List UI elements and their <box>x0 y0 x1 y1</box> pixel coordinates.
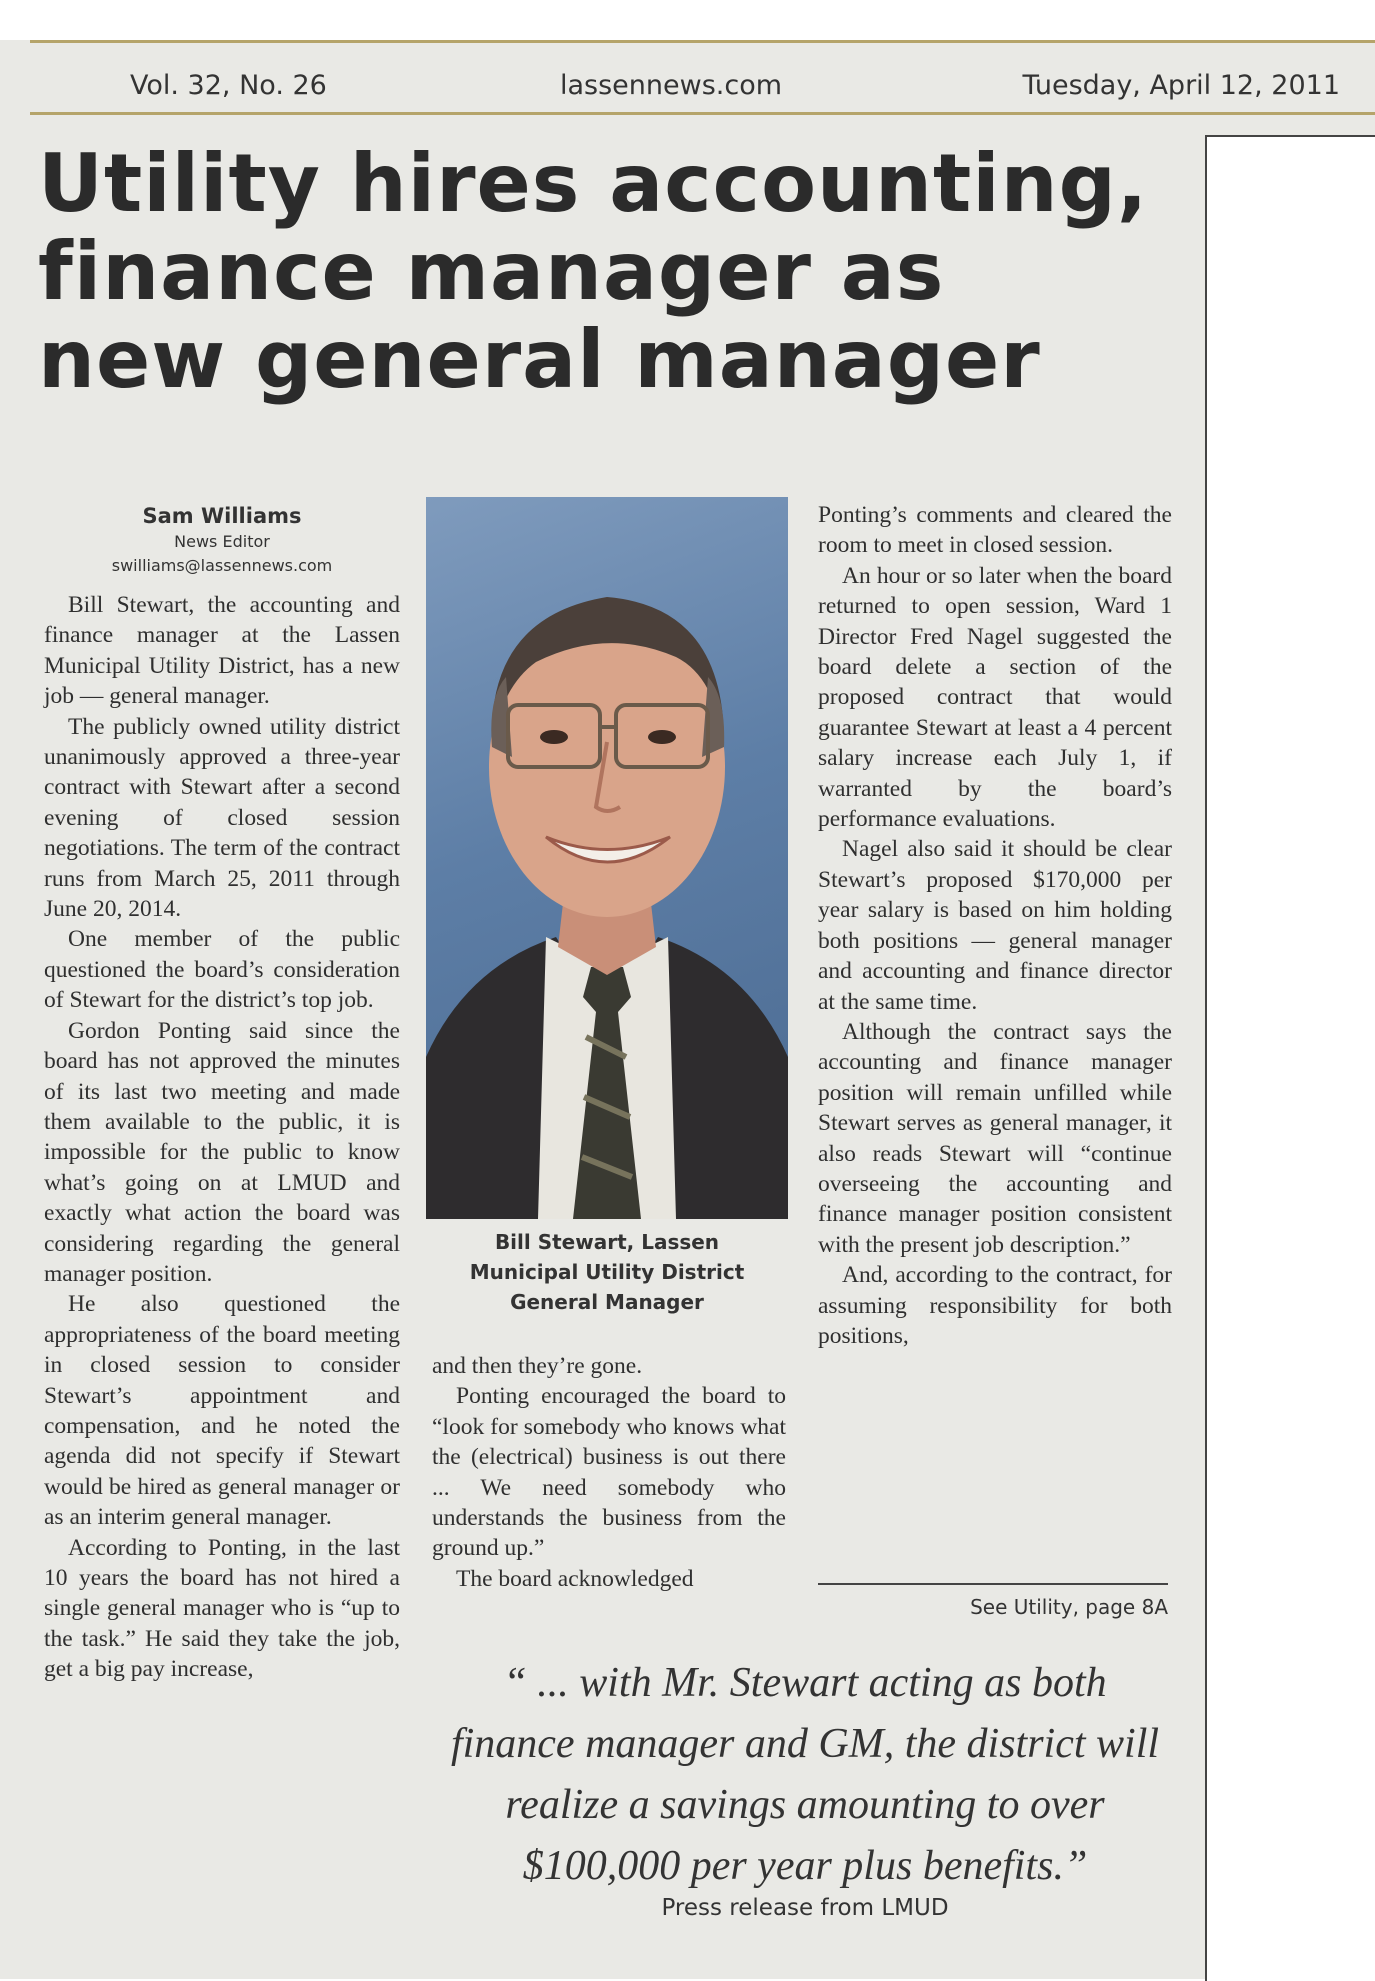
paragraph: He also questioned the appropriateness of the board meeting in closed session to consider Stewart’s appointment and compensation, and he noted the agenda did not specify if Stewart would be hired as general manager or as an interim general manager. <box>44 1291 400 1531</box>
paragraph: One member of the public questioned the board’s consideration of Stewart for the district’s top job. <box>44 926 400 1014</box>
jump-line: See Utility, page 8A <box>970 1595 1168 1619</box>
author-name: Sam Williams <box>142 504 302 528</box>
website: lassennews.com <box>560 70 783 101</box>
volume-number: Vol. 32, No. 26 <box>130 70 327 101</box>
headline-line: finance manager as <box>38 225 945 318</box>
paragraph: Although the contract says the accounting and finance manager position will remain unfilled while Stewart serves as general manager, it also reads Stewart will “continue overseeing the accounting and finance manager position consistent with the present job description.” <box>818 1018 1172 1258</box>
masthead <box>30 70 1340 106</box>
paragraph: And, according to the contract, for assuming responsibility for both positions, <box>818 1262 1172 1349</box>
paragraph: Nagel also said it should be clear Stewart’s proposed $170,000 per year salary is based on him holding both positions — general manager and accounting and finance director at the same time. <box>818 836 1172 1015</box>
paragraph: Ponting’s comments and cleared the room to meet in closed session. <box>818 502 1172 559</box>
headline <box>38 137 1188 406</box>
portrait-photo <box>426 497 788 1219</box>
headline-line: new general manager <box>38 313 1041 406</box>
masthead-rule <box>30 112 1375 115</box>
caption-line: General Manager <box>510 1290 704 1314</box>
jump-rule <box>818 1583 1168 1585</box>
byline <box>44 502 400 578</box>
issue-date: Tuesday, April 12, 2011 <box>1022 70 1340 101</box>
paragraph: An hour or so later when the board returned to open session, Ward 1 Director Fred Nagel suggested the board delete a section of the proposed contract that would guarantee Stewart at least a 4 percent salary increase each July 1, if warranted by the board’s performance evaluations. <box>818 562 1172 833</box>
pull-quote-line: finance manager and GM, the district will <box>450 1721 1160 1767</box>
pull-quote-line: realize a savings amounting to over <box>505 1782 1105 1828</box>
caption-line: Bill Stewart, Lassen <box>494 1230 720 1254</box>
paragraph: According to Ponting, in the last 10 years the board has not hired a single general manager who is “up to the task.” He said they take the job, get a big pay increase, <box>44 1534 400 1683</box>
caption-line: Municipal Utility District <box>469 1260 745 1284</box>
paragraph: Gordon Ponting said since the board has not approved the minutes of its last two meeting and made them available to the public, it is impossible for the public to know what’s going on at LMUD and exactly what action the board was considering regarding the general manager position. <box>44 1017 400 1287</box>
pull-quote-source: Press release from LMUD <box>661 1895 949 1921</box>
article-column-3 <box>818 500 1172 1351</box>
photo-caption <box>426 1227 788 1317</box>
portrait-illustration <box>426 497 788 1219</box>
paragraph: The board acknowledged <box>456 1565 694 1592</box>
pull-quote <box>425 1653 1185 1897</box>
pull-quote-line: “ ... with Mr. Stewart acting as both <box>503 1660 1107 1706</box>
article-column-1 <box>44 590 400 1685</box>
paragraph: Ponting encouraged the board to “look for somebody who knows what the (electrical) business is out there ... We need somebody who understands the business from the ground up.” <box>432 1383 786 1562</box>
paragraph: The publicly owned utility district unanimously approved a three-year contract with Stewart after a second evening of closed session negotiations. The term of the contract runs from March 25, 2011 through June 20, 2014. <box>44 713 400 923</box>
author-role: News Editor <box>174 532 270 551</box>
paragraph: Bill Stewart, the accounting and finance manager at the Lassen Municipal Utility District, has a new job — general manager. <box>44 592 400 710</box>
article-column-2 <box>432 1351 786 1594</box>
author-email: swilliams@lassennews.com <box>111 556 333 575</box>
headline-line: Utility hires accounting, <box>38 137 1149 230</box>
pull-quote-line: $100,000 per year plus benefits.” <box>522 1843 1088 1889</box>
paragraph: and then they’re gone. <box>432 1353 643 1379</box>
top-rule <box>30 40 1375 43</box>
adjacent-blank-column <box>1205 135 1375 1981</box>
